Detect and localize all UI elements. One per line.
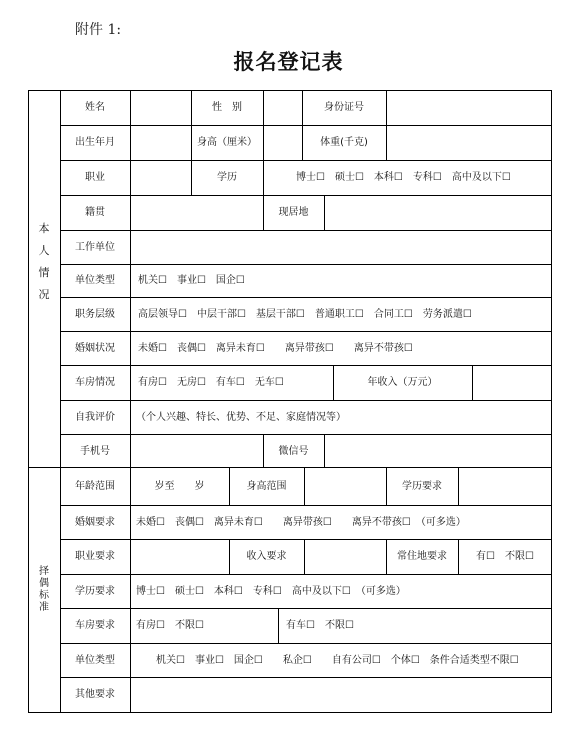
label-marital-status: 婚姻状况 bbox=[75, 343, 115, 354]
section-char: 准 bbox=[39, 602, 49, 613]
label-marital-req: 婚姻要求 bbox=[75, 517, 115, 528]
label-age-range: 年龄范围 bbox=[75, 481, 115, 492]
registration-form bbox=[28, 90, 552, 713]
label-car-house-req: 车房要求 bbox=[75, 620, 115, 631]
label-annual-income: 年收入（万元） bbox=[367, 377, 438, 388]
marital-req-options[interactable]: 未婚☐ 丧偶☐ 离异未育☐ 离异带孩☐ 离异不带孩☐ （可多选） bbox=[136, 517, 466, 528]
weight-field[interactable] bbox=[387, 126, 551, 160]
annex-label: 附件 1: bbox=[75, 22, 122, 38]
label-height: 身高（厘米） bbox=[197, 137, 257, 148]
marital-status-options[interactable]: 未婚☐ 丧偶☐ 离异未育☐ 离异带孩☐ 离异不带孩☐ bbox=[138, 343, 413, 354]
label-native-place: 籍贯 bbox=[85, 207, 105, 218]
row-line bbox=[60, 608, 552, 609]
label-occupation-req: 职业要求 bbox=[75, 551, 115, 562]
age-range-field[interactable]: 岁至 岁 bbox=[154, 481, 205, 492]
section-char: 标 bbox=[39, 590, 49, 601]
row-line bbox=[60, 331, 552, 332]
education-req-field[interactable] bbox=[459, 468, 551, 505]
label-unit-type-req: 单位类型 bbox=[75, 655, 115, 666]
birth-date-field[interactable] bbox=[131, 126, 191, 160]
label-self-evaluation: 自我评价 bbox=[75, 412, 115, 423]
occupation-field[interactable] bbox=[131, 161, 191, 195]
section-char: 人 bbox=[38, 244, 50, 257]
form-border-right bbox=[551, 90, 552, 713]
residence-req-options[interactable]: 有☐ 不限☐ bbox=[476, 551, 534, 562]
occupation-req-field[interactable] bbox=[131, 540, 229, 574]
section-char: 偶 bbox=[39, 578, 49, 589]
label-id-number: 身份证号 bbox=[324, 102, 364, 113]
wechat-field[interactable] bbox=[325, 435, 551, 467]
self-evaluation-field[interactable] bbox=[131, 401, 551, 434]
label-education: 学历 bbox=[217, 172, 237, 183]
income-req-field[interactable] bbox=[305, 540, 386, 574]
label-occupation: 职业 bbox=[85, 172, 105, 183]
native-place-field[interactable] bbox=[131, 196, 263, 230]
label-residence-req: 常住地要求 bbox=[397, 551, 447, 562]
label-unit-type: 单位类型 bbox=[75, 275, 115, 286]
label-wechat: 微信号 bbox=[278, 446, 309, 457]
row-line bbox=[60, 264, 552, 265]
employer-field[interactable] bbox=[131, 231, 551, 264]
gender-field[interactable] bbox=[264, 91, 302, 125]
height-field[interactable] bbox=[264, 126, 302, 160]
row-line bbox=[60, 574, 552, 575]
label-other-req: 其他要求 bbox=[75, 689, 115, 700]
section-char: 况 bbox=[38, 288, 50, 301]
phone-field[interactable] bbox=[131, 435, 263, 467]
form-border-bottom bbox=[28, 712, 552, 713]
label-height-range: 身高范围 bbox=[246, 481, 287, 492]
height-range-field[interactable] bbox=[305, 468, 386, 505]
self-evaluation-hint: （个人兴趣、特长、优势、不足、家庭情况等） bbox=[136, 412, 346, 423]
label-job-rank: 职务层级 bbox=[75, 309, 115, 320]
row-line bbox=[60, 297, 552, 298]
unit-type-req-options[interactable]: 机关☐ 事业☐ 国企☐ 私企☐ 自有公司☐ 个体☐ 条件合适类型不限☐ bbox=[156, 655, 519, 666]
label-employer: 工作单位 bbox=[75, 242, 115, 253]
label-education-req: 学历要求 bbox=[402, 481, 442, 492]
section-char: 择 bbox=[39, 566, 49, 577]
row-line bbox=[60, 505, 552, 506]
label-birth-date: 出生年月 bbox=[75, 137, 115, 148]
label-income-req: 收入要求 bbox=[246, 551, 287, 562]
label-name: 姓名 bbox=[85, 102, 105, 113]
house-req-options[interactable]: 有房☐ 不限☐ bbox=[136, 620, 204, 631]
section-char: 情 bbox=[38, 266, 50, 279]
education-req-options[interactable]: 博士☐ 硕士☐ 本科☐ 专科☐ 高中及以下☐ （可多选） bbox=[136, 586, 406, 597]
section-personal-label bbox=[28, 218, 60, 306]
annual-income-field[interactable] bbox=[473, 366, 551, 400]
label-education-req-2: 学历要求 bbox=[75, 586, 115, 597]
label-gender: 性 别 bbox=[212, 102, 242, 113]
form-border-left bbox=[28, 90, 29, 713]
other-req-field[interactable] bbox=[131, 678, 551, 712]
cell-line bbox=[278, 608, 279, 643]
label-weight: 体重(千克) bbox=[320, 137, 368, 148]
id-number-field[interactable] bbox=[387, 91, 551, 125]
row-line bbox=[60, 643, 552, 644]
car-req-options[interactable]: 有车☐ 不限☐ bbox=[286, 620, 354, 631]
form-title: 报名登记表 bbox=[233, 50, 344, 74]
car-house-options[interactable]: 有房☐ 无房☐ 有车☐ 无车☐ bbox=[138, 377, 284, 388]
job-rank-options[interactable]: 高层领导☐ 中层干部☐ 基层干部☐ 普通职工☐ 合同工☐ 劳务派遣☐ bbox=[138, 309, 472, 320]
label-car-house: 车房情况 bbox=[75, 377, 115, 388]
cell-line bbox=[263, 160, 264, 195]
unit-type-options[interactable]: 机关☐ 事业☐ 国企☐ bbox=[138, 275, 245, 286]
label-residence: 现居地 bbox=[278, 207, 309, 218]
residence-field[interactable] bbox=[325, 196, 551, 230]
education-options[interactable]: 博士☐ 硕士☐ 本科☐ 专科☐ 高中及以下☐ bbox=[296, 172, 511, 183]
section-char: 本 bbox=[38, 222, 50, 235]
section-criteria-label bbox=[36, 566, 52, 614]
name-field[interactable] bbox=[131, 91, 191, 125]
label-phone: 手机号 bbox=[80, 446, 110, 457]
